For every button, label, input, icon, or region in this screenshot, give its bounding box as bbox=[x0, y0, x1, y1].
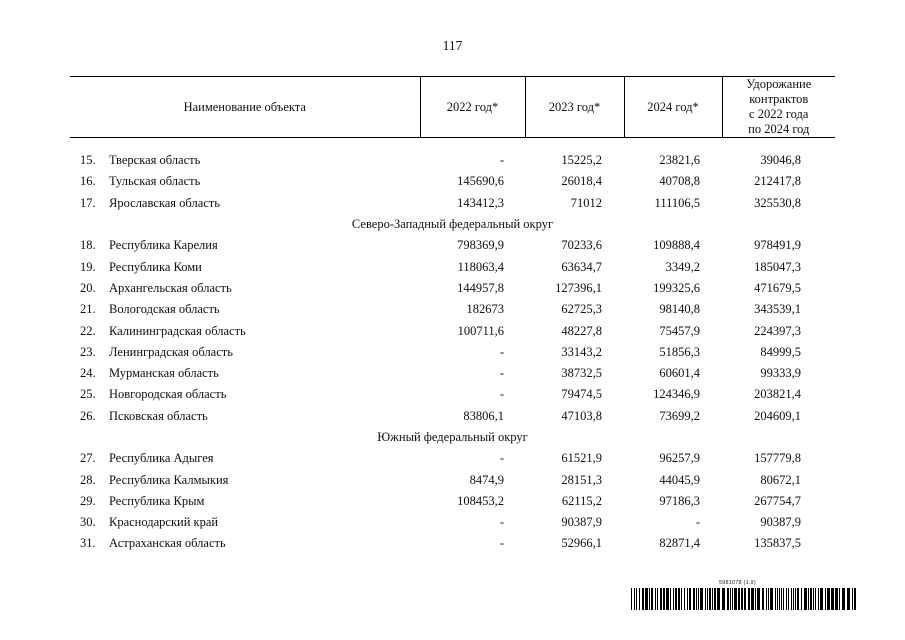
value-2023: 15225,2 bbox=[561, 153, 603, 168]
value-2023: 26018,4 bbox=[561, 174, 603, 189]
barcode-bar bbox=[738, 588, 740, 610]
barcode-bar bbox=[783, 588, 784, 610]
barcode-bar bbox=[813, 588, 814, 610]
header-2023: 2023 год* bbox=[525, 77, 624, 138]
value-increase: 343539,1 bbox=[754, 302, 802, 317]
barcode-bar bbox=[781, 588, 782, 610]
barcode-bar bbox=[751, 588, 754, 610]
barcode-bar bbox=[775, 588, 776, 610]
value-increase: 471679,5 bbox=[754, 280, 802, 295]
value-2023: 28151,3 bbox=[561, 472, 603, 487]
value-2022: - bbox=[499, 451, 505, 466]
value-2022: - bbox=[499, 536, 505, 551]
barcode-bar bbox=[642, 588, 644, 610]
table-row bbox=[70, 448, 835, 469]
value-2024: 60601,4 bbox=[659, 366, 701, 381]
page-number: 117 bbox=[442, 38, 463, 53]
value-2022: - bbox=[499, 387, 505, 402]
barcode-bar bbox=[734, 588, 737, 610]
barcode-bar bbox=[660, 588, 662, 610]
table-row bbox=[70, 406, 835, 427]
barcode-bar bbox=[649, 588, 650, 610]
value-increase: 203821,4 bbox=[754, 387, 802, 402]
value-increase: 325530,8 bbox=[754, 195, 802, 210]
value-2022: 100711,6 bbox=[457, 323, 505, 338]
row-number: 31. bbox=[80, 536, 96, 551]
barcode-bar bbox=[681, 588, 682, 610]
value-2024: 40708,8 bbox=[659, 174, 701, 189]
table-body bbox=[70, 138, 835, 555]
row-number: 17. bbox=[80, 195, 96, 210]
barcode-bar bbox=[707, 588, 708, 610]
barcode-bar bbox=[766, 588, 767, 610]
value-2022: 143412,3 bbox=[457, 195, 505, 210]
district-header-row bbox=[70, 214, 835, 235]
barcode-bar bbox=[854, 588, 856, 610]
value-2024: 98140,8 bbox=[659, 302, 701, 317]
value-increase: 135837,5 bbox=[754, 536, 802, 551]
table-row bbox=[70, 533, 835, 554]
barcode-bar bbox=[651, 588, 653, 610]
region-name: Тверская область bbox=[109, 153, 201, 168]
value-2024: 124346,9 bbox=[653, 387, 701, 402]
value-2023: 90387,9 bbox=[561, 515, 603, 530]
district-name: Южный федеральный округ bbox=[377, 430, 528, 444]
value-2023: 127396,1 bbox=[555, 280, 603, 295]
barcode-bar bbox=[842, 588, 845, 610]
value-2022: 8474,9 bbox=[469, 472, 505, 487]
spacer-row bbox=[70, 138, 835, 151]
barcode-bar bbox=[808, 588, 809, 610]
barcode-bar bbox=[727, 588, 729, 610]
header-increase-line: с 2022 года bbox=[749, 107, 809, 121]
barcode-bar bbox=[831, 588, 834, 610]
barcode-bar bbox=[717, 588, 720, 610]
barcode-bar bbox=[748, 588, 750, 610]
barcode-bar bbox=[755, 588, 756, 610]
header-2024: 2024 год* bbox=[624, 77, 722, 138]
table-row bbox=[70, 193, 835, 214]
row-number: 20. bbox=[80, 280, 96, 295]
barcode-bar bbox=[795, 588, 796, 610]
barcode-bar bbox=[786, 588, 787, 610]
value-increase: 267754,7 bbox=[754, 493, 802, 508]
barcode-bar bbox=[636, 588, 637, 610]
barcode-bar bbox=[744, 588, 746, 610]
header-name: Наименование объекта bbox=[70, 77, 420, 138]
region-name: Краснодарский край bbox=[109, 515, 219, 530]
value-increase: 978491,9 bbox=[754, 238, 802, 253]
value-2022: - bbox=[499, 515, 505, 530]
table-row bbox=[70, 299, 835, 320]
barcode-bar bbox=[700, 588, 703, 610]
barcode-bar bbox=[696, 588, 697, 610]
barcode-bar bbox=[689, 588, 691, 610]
barcode-image bbox=[631, 588, 856, 610]
district-header-row bbox=[70, 427, 835, 448]
barcode-bar bbox=[714, 588, 716, 610]
value-2023: 62115,2 bbox=[561, 493, 603, 508]
table-row bbox=[70, 384, 835, 405]
barcode-bar bbox=[698, 588, 699, 610]
header-increase-line: контрактов bbox=[749, 92, 809, 106]
barcode-bar bbox=[639, 588, 640, 610]
barcode-bar bbox=[732, 588, 733, 610]
value-2023: 70233,6 bbox=[561, 238, 603, 253]
row-number: 30. bbox=[80, 515, 96, 530]
value-increase: 212417,8 bbox=[754, 174, 802, 189]
barcode-bar bbox=[770, 588, 773, 610]
barcode-bar bbox=[779, 588, 780, 610]
region-name: Калининградская область bbox=[109, 323, 246, 338]
value-2023: 62725,3 bbox=[561, 302, 603, 317]
barcode-bar bbox=[818, 588, 819, 610]
header-increase bbox=[722, 77, 835, 138]
region-name: Республика Крым bbox=[109, 493, 205, 508]
row-number: 18. bbox=[80, 238, 96, 253]
barcode-bar bbox=[852, 588, 853, 610]
row-number: 28. bbox=[80, 472, 96, 487]
value-2024: 3349,2 bbox=[665, 259, 701, 274]
value-2022: 145690,6 bbox=[457, 174, 505, 189]
value-increase: 90387,9 bbox=[760, 515, 802, 530]
table-row bbox=[70, 320, 835, 341]
table-header-row bbox=[70, 77, 835, 138]
barcode-bar bbox=[678, 588, 680, 610]
barcode-bar bbox=[666, 588, 669, 610]
value-increase: 224397,3 bbox=[754, 323, 802, 338]
table-row bbox=[70, 469, 835, 490]
value-increase: 204609,1 bbox=[754, 408, 802, 423]
value-2024: - bbox=[695, 515, 701, 530]
region-name: Республика Адыгея bbox=[109, 451, 214, 466]
barcode-bar bbox=[631, 588, 632, 610]
table-row bbox=[70, 342, 835, 363]
barcode-bar bbox=[687, 588, 688, 610]
value-2023: 61521,9 bbox=[561, 451, 603, 466]
value-2024: 75457,9 bbox=[659, 323, 701, 338]
barcode-bar bbox=[777, 588, 778, 610]
value-2023: 52966,1 bbox=[561, 536, 603, 551]
row-number: 29. bbox=[80, 493, 96, 508]
table-row bbox=[70, 278, 835, 299]
value-2024: 23821,6 bbox=[659, 153, 701, 168]
value-2024: 97186,3 bbox=[659, 493, 701, 508]
value-2024: 109888,4 bbox=[653, 238, 701, 253]
barcode-bar bbox=[712, 588, 713, 610]
barcode-bar bbox=[791, 588, 792, 610]
barcode-bar bbox=[705, 588, 706, 610]
barcode-bar bbox=[839, 588, 840, 610]
barcode-bar bbox=[730, 588, 731, 610]
value-2024: 73699,2 bbox=[659, 408, 701, 423]
barcode-bar bbox=[804, 588, 807, 610]
value-2022: - bbox=[499, 344, 505, 359]
value-2022: 108453,2 bbox=[457, 493, 505, 508]
barcode-bar bbox=[757, 588, 760, 610]
region-name: Республика Карелия bbox=[109, 238, 218, 253]
region-name: Архангельская область bbox=[109, 280, 232, 295]
header-increase-line: по 2024 год bbox=[748, 122, 810, 136]
value-2023: 79474,5 bbox=[561, 387, 603, 402]
value-2024: 96257,9 bbox=[659, 451, 701, 466]
data-table bbox=[70, 76, 835, 555]
value-2023: 48227,8 bbox=[561, 323, 603, 338]
table-row bbox=[70, 512, 835, 533]
value-2022: 798369,9 bbox=[457, 238, 505, 253]
barcode-bar bbox=[827, 588, 830, 610]
barcode-bar bbox=[634, 588, 635, 610]
value-increase: 80672,1 bbox=[760, 472, 802, 487]
barcode-bar bbox=[762, 588, 764, 610]
header-increase-line: Удорожание bbox=[746, 77, 812, 91]
value-increase: 84999,5 bbox=[760, 344, 802, 359]
table-row bbox=[70, 150, 835, 171]
barcode-bar bbox=[709, 588, 711, 610]
region-name: Республика Коми bbox=[109, 259, 202, 274]
value-2022: 118063,4 bbox=[457, 259, 505, 274]
region-name: Вологодская область bbox=[109, 302, 220, 317]
barcode-bar bbox=[847, 588, 850, 610]
barcode-bar bbox=[788, 588, 789, 610]
barcode-bar bbox=[768, 588, 769, 610]
row-number: 27. bbox=[80, 451, 96, 466]
value-2022: 144957,8 bbox=[457, 280, 505, 295]
value-2023: 33143,2 bbox=[561, 344, 603, 359]
barcode-bar bbox=[645, 588, 648, 610]
row-number: 24. bbox=[80, 366, 96, 381]
row-number: 26. bbox=[80, 408, 96, 423]
barcode-bar bbox=[655, 588, 656, 610]
table-row bbox=[70, 256, 835, 277]
row-number: 19. bbox=[80, 259, 96, 274]
row-number: 21. bbox=[80, 302, 96, 317]
value-2024: 199325,6 bbox=[653, 280, 701, 295]
value-2024: 44045,9 bbox=[659, 472, 701, 487]
value-increase: 99333,9 bbox=[760, 366, 802, 381]
region-name: Ярославская область bbox=[109, 195, 220, 210]
value-increase: 39046,8 bbox=[760, 153, 802, 168]
barcode-bar bbox=[741, 588, 743, 610]
barcode-bar bbox=[797, 588, 799, 610]
barcode-bar bbox=[693, 588, 695, 610]
value-2022: - bbox=[499, 153, 505, 168]
value-2023: 47103,8 bbox=[561, 408, 603, 423]
row-number: 23. bbox=[80, 344, 96, 359]
value-2023: 63634,7 bbox=[561, 259, 603, 274]
region-name: Ленинградская область bbox=[109, 344, 233, 359]
row-number: 15. bbox=[80, 153, 96, 168]
value-2022: - bbox=[499, 366, 505, 381]
value-increase: 157779,8 bbox=[754, 451, 802, 466]
barcode-bar bbox=[835, 588, 838, 610]
barcode-bar bbox=[801, 588, 802, 610]
region-name: Тульская область bbox=[109, 174, 201, 189]
region-name: Новгородская область bbox=[109, 387, 227, 402]
value-2022: 83806,1 bbox=[463, 408, 505, 423]
row-number: 22. bbox=[80, 323, 96, 338]
region-name: Республика Калмыкия bbox=[109, 472, 229, 487]
barcode-bar bbox=[684, 588, 685, 610]
table-row bbox=[70, 491, 835, 512]
table-row bbox=[70, 363, 835, 384]
value-increase: 185047,3 bbox=[754, 259, 802, 274]
barcode-bar bbox=[657, 588, 658, 610]
value-2023: 71012 bbox=[570, 195, 603, 210]
value-2024: 82871,4 bbox=[659, 536, 701, 551]
data-table-container bbox=[70, 76, 835, 555]
barcode-caption: 5981078 (1.9) bbox=[719, 580, 756, 586]
barcode-bar bbox=[722, 588, 725, 610]
value-2024: 111106,5 bbox=[654, 195, 701, 210]
barcode-bar bbox=[820, 588, 823, 610]
table-row bbox=[70, 235, 835, 256]
value-2022: 182673 bbox=[466, 302, 505, 317]
district-name: Северо-Западный федеральный округ bbox=[351, 217, 554, 232]
table-row bbox=[70, 171, 835, 192]
barcode-bar bbox=[793, 588, 794, 610]
value-2023: 38732,5 bbox=[561, 366, 603, 381]
barcode-bar bbox=[663, 588, 665, 610]
barcode-bar bbox=[815, 588, 816, 610]
barcode-bar bbox=[673, 588, 674, 610]
value-2024: 51856,3 bbox=[659, 344, 701, 359]
region-name: Астраханская область bbox=[109, 536, 226, 551]
region-name: Псковская область bbox=[109, 408, 208, 423]
barcode-bar bbox=[670, 588, 671, 610]
barcode-bar bbox=[675, 588, 677, 610]
header-2022: 2022 год* bbox=[420, 77, 525, 138]
barcode-bar bbox=[810, 588, 812, 610]
region-name: Мурманская область bbox=[109, 366, 219, 381]
barcode-bar bbox=[825, 588, 826, 610]
row-number: 16. bbox=[80, 174, 96, 189]
row-number: 25. bbox=[80, 387, 96, 402]
